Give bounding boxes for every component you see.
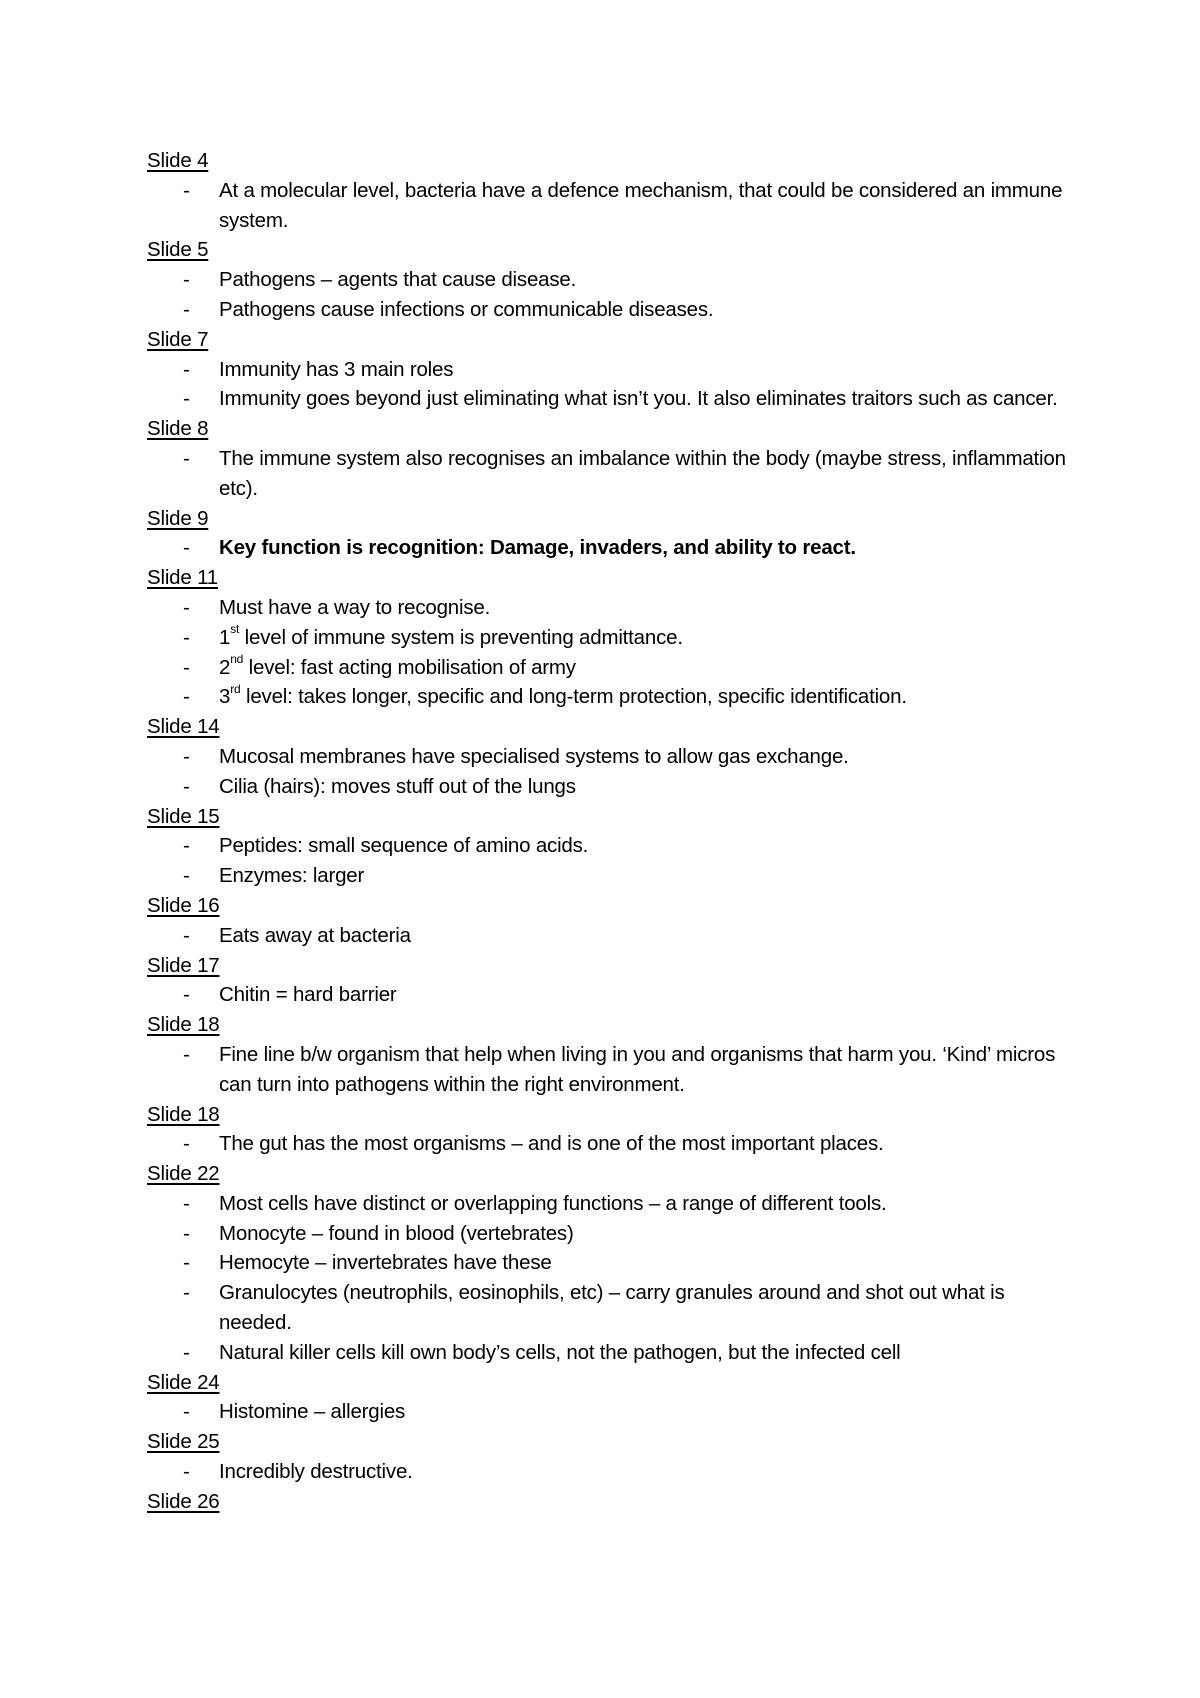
bullet-text: Pathogens cause infections or communicable diseases. (219, 297, 714, 321)
slide-section (147, 1487, 1077, 1517)
bullet-item (147, 1129, 1077, 1159)
dash-marker: - (183, 1281, 190, 1305)
bullet-item (147, 533, 1077, 563)
slide-section (147, 1100, 1077, 1160)
slide-heading: Slide 24 (147, 1370, 220, 1394)
bullet-text (219, 651, 576, 679)
slide-heading: Slide 11 (147, 566, 218, 590)
dash-marker: - (183, 1221, 190, 1245)
slide-section (147, 325, 1077, 414)
slide-heading: Slide 14 (147, 715, 220, 739)
bullet-text (219, 621, 683, 649)
dash-marker: - (183, 625, 190, 649)
dash-marker: - (183, 983, 190, 1007)
dash-marker: - (183, 1042, 190, 1066)
bullet-text: Must have a way to recognise. (219, 595, 491, 619)
bullet-item (147, 355, 1077, 385)
slide-section (147, 1010, 1077, 1099)
bullet-item (147, 265, 1077, 295)
bullet-text: Histomine – allergies (219, 1400, 406, 1424)
bullet-list (147, 742, 1077, 802)
slide-section (147, 1368, 1077, 1428)
bullet-text: Cilia (hairs): moves stuff out of the lungs (219, 774, 576, 798)
dash-marker: - (183, 923, 190, 947)
bullet-text: Pathogens – agents that cause disease. (219, 268, 577, 292)
bullet-list (147, 355, 1077, 415)
bullet-text: Granulocytes (neutrophils, eosinophils, etc) – carry granules around and shot out what is needed. (219, 1281, 1005, 1335)
slide-heading: Slide 26 (147, 1489, 220, 1513)
bullet-text (219, 681, 907, 709)
dash-marker: - (183, 864, 190, 888)
slide-section (147, 712, 1077, 801)
slide-heading: Slide 17 (147, 953, 220, 977)
bullet-item (147, 176, 1077, 236)
slide-section (147, 951, 1077, 1011)
dash-marker: - (183, 1460, 190, 1484)
bullet-text: The gut has the most organisms – and is one of the most important places. (219, 1132, 884, 1156)
slide-section (147, 235, 1077, 324)
bullet-item (147, 742, 1077, 772)
bullet-rest-text: level: takes longer, specific and long-term protection, specific identification. (240, 685, 907, 709)
bullet-item (147, 1189, 1077, 1219)
dash-marker: - (183, 834, 190, 858)
slide-section (147, 563, 1077, 712)
bullet-list (147, 176, 1077, 236)
bullet-list (147, 1040, 1077, 1100)
bullet-item (147, 653, 1077, 683)
bullet-list (147, 265, 1077, 325)
bullet-text: Natural killer cells kill own body’s cells, not the pathogen, but the infected cell (219, 1340, 901, 1364)
bullet-item (147, 295, 1077, 325)
bullet-item (147, 1219, 1077, 1249)
bullet-item (147, 623, 1077, 653)
bullet-item (147, 980, 1077, 1010)
slide-heading: Slide 15 (147, 804, 220, 828)
bullet-list (147, 831, 1077, 891)
ordinal-number: 1 (219, 625, 231, 649)
bullet-text: Incredibly destructive. (219, 1460, 413, 1484)
dash-marker: - (183, 595, 190, 619)
slide-heading: Slide 18 (147, 1013, 220, 1037)
slide-section (147, 1427, 1077, 1487)
bullet-list (147, 444, 1077, 504)
slide-section (147, 891, 1077, 951)
bullet-item (147, 682, 1077, 712)
dash-marker: - (183, 297, 190, 321)
bullet-list (147, 593, 1077, 712)
bullet-item (147, 1278, 1077, 1338)
dash-marker: - (183, 774, 190, 798)
slide-heading: Slide 18 (147, 1102, 220, 1126)
slide-heading: Slide 16 (147, 893, 220, 917)
dash-marker: - (183, 536, 190, 560)
dash-marker: - (183, 1191, 190, 1215)
slide-heading: Slide 9 (147, 506, 209, 530)
bullet-text: Enzymes: larger (219, 864, 365, 888)
ordinal-suffix: nd (230, 651, 244, 666)
slide-heading: Slide 8 (147, 417, 209, 441)
bullet-rest-text: level: fast acting mobilisation of army (243, 655, 576, 679)
bullet-text: Most cells have distinct or overlapping functions – a range of different tools. (219, 1191, 887, 1215)
dash-marker: - (183, 268, 190, 292)
bullet-text: Fine line b/w organism that help when living in you and organisms that harm you. ‘Kind’ micros can turn into pathogens within the right environment. (219, 1042, 1056, 1096)
bullet-item (147, 1397, 1077, 1427)
bullet-list (147, 1397, 1077, 1427)
slide-heading: Slide 22 (147, 1162, 220, 1186)
dash-marker: - (183, 744, 190, 768)
slide-heading: Slide 25 (147, 1430, 220, 1454)
bullet-list (147, 1457, 1077, 1487)
bullet-text: At a molecular level, bacteria have a defence mechanism, that could be considered an immune system. (219, 178, 1063, 232)
dash-marker: - (183, 1251, 190, 1275)
dash-marker: - (183, 1340, 190, 1364)
dash-marker: - (183, 685, 190, 709)
bullet-item (147, 1338, 1077, 1368)
ordinal-suffix: rd (230, 681, 241, 696)
slide-section (147, 802, 1077, 891)
dash-marker: - (183, 446, 190, 470)
slide-heading: Slide 7 (147, 327, 209, 351)
dash-marker: - (183, 1400, 190, 1424)
slide-section (147, 146, 1077, 235)
ordinal-suffix: st (230, 621, 240, 636)
bullet-text: Peptides: small sequence of amino acids. (219, 834, 589, 858)
bullet-item (147, 831, 1077, 861)
bullet-text: The immune system also recognises an imbalance within the body (maybe stress, inflammation etc). (219, 446, 1066, 500)
bullet-text: Monocyte – found in blood (vertebrates) (219, 1221, 574, 1245)
bullet-item (147, 772, 1077, 802)
bullet-text: Immunity goes beyond just eliminating what isn’t you. It also eliminates traitors such as cancer. (219, 387, 1058, 411)
bullet-rest-text: level of immune system is preventing admittance. (239, 625, 683, 649)
slide-section (147, 1159, 1077, 1368)
bullet-text: Eats away at bacteria (219, 923, 411, 947)
bullet-text: Immunity has 3 main roles (219, 357, 454, 381)
bullet-text: Chitin = hard barrier (219, 983, 397, 1007)
ordinal-number: 3 (219, 685, 231, 709)
bullet-list (147, 980, 1077, 1010)
notes-page (147, 146, 1077, 1517)
slide-section (147, 414, 1077, 503)
dash-marker: - (183, 387, 190, 411)
dash-marker: - (183, 178, 190, 202)
bullet-list (147, 1129, 1077, 1159)
bullet-item (147, 593, 1077, 623)
dash-marker: - (183, 1132, 190, 1156)
dash-marker: - (183, 655, 190, 679)
bullet-item (147, 1457, 1077, 1487)
dash-marker: - (183, 357, 190, 381)
bullet-item (147, 921, 1077, 951)
bullet-list (147, 1189, 1077, 1368)
bullet-text: Hemocyte – invertebrates have these (219, 1251, 552, 1275)
slide-heading: Slide 4 (147, 149, 209, 172)
bullet-list (147, 921, 1077, 951)
bullet-item (147, 384, 1077, 414)
bullet-text: Mucosal membranes have specialised systems to allow gas exchange. (219, 744, 849, 768)
bullet-item (147, 444, 1077, 504)
bullet-item (147, 1248, 1077, 1278)
bullet-list (147, 533, 1077, 563)
bullet-item (147, 861, 1077, 891)
bullet-text: Key function is recognition: Damage, invaders, and ability to react. (219, 536, 856, 560)
slide-section (147, 504, 1077, 564)
bullet-item (147, 1040, 1077, 1100)
slide-heading: Slide 5 (147, 238, 209, 262)
ordinal-number: 2 (219, 655, 231, 679)
